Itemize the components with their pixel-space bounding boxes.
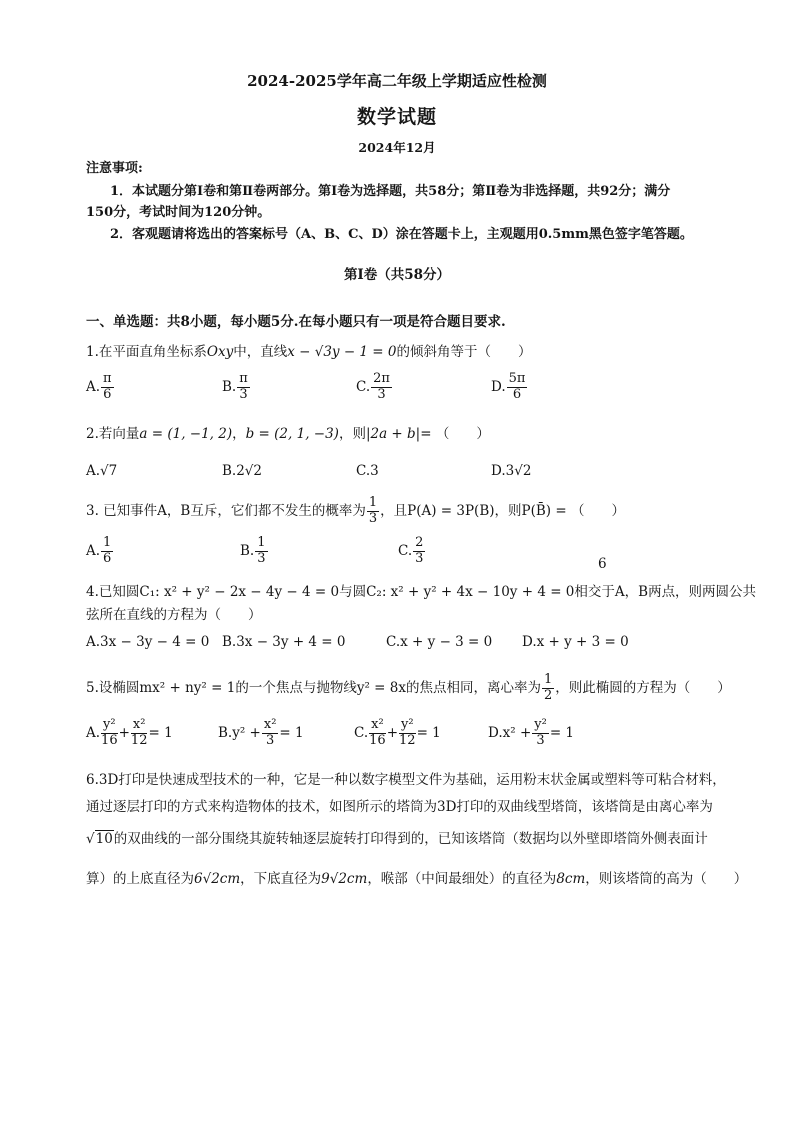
- q1-option-d[interactable]: D. $\frac{5\pi}{6}$: [491, 371, 526, 402]
- q5-option-b[interactable]: B.y² + $\frac{\text{x²}}{3}$ = 1: [218, 717, 304, 748]
- notice-item-1: 1．本试题分第Ⅰ卷和第Ⅱ卷两部分。第Ⅰ卷为选择题，共58分；第Ⅱ卷为非选择题，共92分；满分: [110, 184, 671, 199]
- notice-item-2: 2．客观题请将选出的答案标号（A、B、C、D）涂在答题卡上，主观题用0.5mm黑色签字笔答题。: [110, 227, 693, 242]
- q6-radicand: 10: [95, 831, 113, 847]
- q6-throat-diameter: 8cm: [556, 871, 586, 887]
- q3-option-b[interactable]: B. $\frac{1}{3}$: [240, 535, 266, 566]
- question-4: 4.已知圆C₁: x² + y² − 2x − 4y − 4 = 0与圆C₂: x² + y² + 4x − 10y + 4 = 0相交于A，B两点，则两圆公共: [86, 584, 757, 600]
- q5-fraction: $\frac{1}{2}$: [543, 672, 553, 703]
- q1-stem: 1.在平面直角坐标系: [86, 344, 207, 360]
- q2-vector-a: a = (1, −1, 2): [139, 426, 233, 442]
- question-6-line-3: √10的双曲线的一部分围绕其旋转轴逐层旋转打印得到的，已知该塔筒（数据均以外壁即塔筒外侧表面计: [86, 831, 708, 847]
- q1-a-fraction: $\frac{\pi}{6}$: [103, 371, 112, 402]
- exam-date: 2024年12月: [358, 140, 436, 155]
- q3-option-d[interactable]: 6: [598, 556, 607, 572]
- q3-option-c[interactable]: C. $\frac{2}{3}$: [398, 535, 424, 566]
- q4-option-a[interactable]: A.3x − 3y − 4 = 0: [86, 634, 210, 650]
- part-heading: 一、单选题：共8小题，每小题5分.在每小题只有一项是符合题目要求.: [86, 314, 506, 330]
- q3-stem-b: ，且P(A) = 3P(B)，则P(B̄) = （ ）: [380, 502, 625, 519]
- q5-c-frac-2: $\frac{\text{y²}}{12}$: [399, 717, 416, 748]
- q4-option-d[interactable]: D.x + y + 3 = 0: [522, 634, 629, 650]
- q3-fraction: $\frac{1}{3}$: [368, 495, 378, 526]
- q2-option-c[interactable]: C.3: [356, 463, 379, 479]
- q5-option-d[interactable]: D.x² + $\frac{\text{y²}}{3}$ = 1: [488, 717, 575, 748]
- q2-stem-c: = （ ）: [420, 426, 490, 442]
- q2-option-d[interactable]: D.3√2: [491, 463, 532, 479]
- q2-option-a[interactable]: A.√7: [86, 463, 118, 479]
- question-2: 2.若向量a = (1, −1, 2)，b = (2, 1, −3)，则|2a + b|= （ ）: [86, 426, 490, 442]
- question-6: 6.3D打印是快速成型技术的一种，它是一种以数字模型文件为基础，运用粉末状金属或塑料等可粘合材料，: [86, 772, 726, 788]
- q4-option-b[interactable]: B.3x − 3y + 4 = 0: [222, 634, 346, 650]
- q3-c-fraction: $\frac{2}{3}$: [415, 535, 424, 566]
- q5-option-a[interactable]: A. $\frac{\text{y²}}{16}$ + $\frac{\text{x²}}{12}$ = 1: [86, 717, 173, 748]
- section-title: 第Ⅰ卷（共58分）: [343, 267, 451, 283]
- q3-stem: 3. 已知事件A，B互斥，它们都不发生的概率为: [86, 502, 366, 519]
- subject-title: 数学试题: [356, 106, 437, 128]
- q5-a-frac-2: $\frac{\text{x²}}{12}$: [130, 717, 148, 748]
- q2-vector-b: b = (2, 1, −3): [245, 426, 339, 442]
- question-3: [86, 496, 625, 527]
- q5-c-frac-1: $\frac{\text{x²}}{16}$: [369, 717, 386, 748]
- notice-heading: 注意事项:: [86, 161, 143, 176]
- q1-option-c[interactable]: C. $\frac{2\pi}{3}$: [356, 371, 390, 402]
- q2-magnitude: |2a + b|: [365, 426, 421, 442]
- question-1: [86, 340, 532, 360]
- question-5: [86, 673, 731, 704]
- q5-a-frac-1: $\frac{\text{y²}}{16}$: [101, 717, 118, 748]
- q6-bottom-diameter: 9√2cm: [321, 871, 368, 887]
- question-4-cont: 弦所在直线的方程为（ ）: [86, 607, 262, 623]
- q1-b-fraction: $\frac{\pi}{3}$: [239, 371, 248, 402]
- q5-b-frac: $\frac{\text{x²}}{3}$: [263, 717, 277, 748]
- q2-stem-b: ，则: [338, 426, 366, 442]
- q2-stem: 2.若向量: [86, 426, 140, 442]
- q5-d-frac: $\frac{\text{y²}}{3}$: [534, 717, 547, 748]
- question-6-line-2: 通过逐层打印的方式来构造物体的技术，如图所示的塔筒为3D打印的双曲线型塔筒，该塔筒是由离心率为: [86, 799, 713, 815]
- q1-c-fraction: $\frac{2\pi}{3}$: [373, 371, 390, 402]
- notice-item-1-cont: 150分，考试时间为120分钟。: [86, 205, 271, 220]
- q6-top-diameter: 6√2cm: [194, 871, 241, 887]
- exam-title: 2024-2025学年高二年级上学期适应性检测: [247, 72, 547, 90]
- q3-b-fraction: $\frac{1}{3}$: [257, 535, 266, 566]
- q1-equation: x − √3y − 1 = 0: [287, 344, 397, 360]
- q3-option-a[interactable]: A. $\frac{1}{6}$: [86, 535, 112, 566]
- q1-stem-c: 的倾斜角等于（ ）: [396, 344, 532, 360]
- q5-option-c[interactable]: C. $\frac{\text{x²}}{16}$ + $\frac{\text{y²}}{12}$ = 1: [354, 717, 441, 748]
- q1-option-b[interactable]: B. $\frac{\pi}{3}$: [222, 371, 248, 402]
- q5-stem: 5.设椭圆mx² + ny² = 1的一个焦点与抛物线y² = 8x的焦点相同，离心率为: [86, 679, 541, 696]
- q3-a-fraction: $\frac{1}{6}$: [103, 535, 112, 566]
- q1-d-fraction: $\frac{5\pi}{6}$: [508, 371, 526, 402]
- q1-option-a[interactable]: A. $\frac{\pi}{6}$: [86, 371, 112, 402]
- q2-option-b[interactable]: B.2√2: [222, 463, 262, 479]
- q1-var: Oxy: [206, 344, 234, 360]
- q4-option-c[interactable]: C.x + y − 3 = 0: [386, 634, 493, 650]
- q1-stem-b: 中，直线: [233, 344, 288, 360]
- question-6-line-4: 算）的上底直径为6√2cm，下底直径为9√2cm，喉部（中间最细处）的直径为8cm，则该塔筒的高为（ ）: [86, 871, 748, 887]
- q5-stem-b: ，则此椭圆的方程为（ ）: [555, 679, 731, 696]
